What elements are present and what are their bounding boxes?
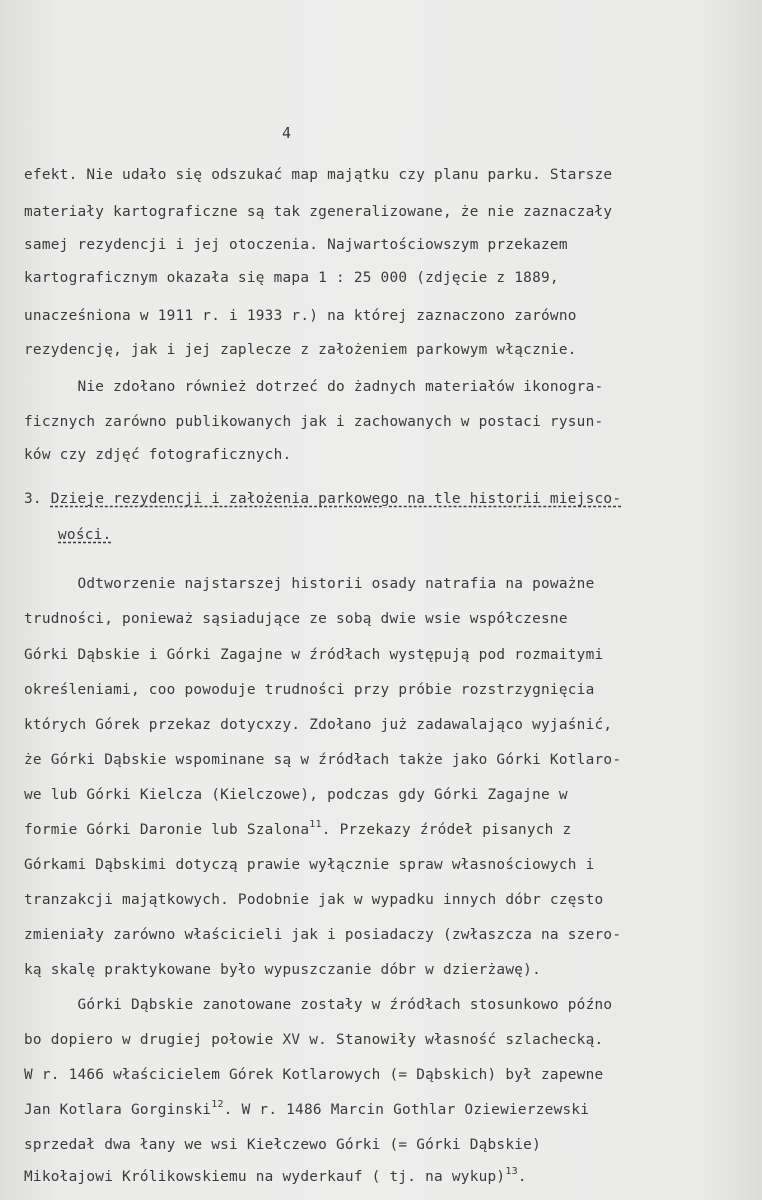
text-line: ką skalę praktykowane było wypuszczanie dóbr w dzierżawę). (24, 962, 542, 978)
section-title: Dzieje rezydencji i założenia parkowego na tle historii miejsco- (50, 491, 622, 507)
text-line: we lub Górki Kielcza (Kielczowe), podczas gdy Górki Zagajne w (24, 787, 568, 803)
text-line: rezydencję, jak i jej zaplecze z założeniem parkowym włącznie. (24, 342, 577, 358)
text-line: sprzedał dwa łany we wsi Kiełczewo Górki (= Górki Dąbskie) (24, 1137, 542, 1153)
text-line: że Górki Dąbskie wspominane są w źródłach także jako Górki Kotlaro- (24, 752, 622, 768)
section-number: 3. (24, 491, 42, 507)
footnote-ref-13: 13 (505, 1166, 518, 1177)
text-line: samej rezydencji i jej otoczenia. Najwartościowszym przekazem (24, 237, 568, 253)
text-line: bo dopiero w drugiej połowie XV w. Stanowiły własność szlachecką. (24, 1032, 604, 1048)
section-heading (24, 490, 621, 508)
text-line: Górki Dąbskie i Górki Zagajne w źródłach występują pod rozmaitymi (24, 647, 604, 663)
text-line: których Górek przekaz dotycxzy. Zdołano już zadawalająco wyjaśnić, (24, 717, 613, 733)
footnote-line: Jan Kotlara Gorginski$^{12}$. W r. 1486 Marcin Gothlar Oziewierzewski (24, 1099, 590, 1118)
footnote-ref-12: 12 (211, 1099, 224, 1110)
text-line: Nie zdołano również dotrzeć do żadnych materiałów ikonogra- (24, 379, 604, 395)
text-line: Górki Dąbskie zanotowane zostały w źródłach stosunkowo późno (24, 997, 613, 1013)
text-line: ficznych zarówno publikowanych jak i zachowanych w postaci rysun- (24, 414, 604, 430)
text-line: zmieniały zarówno właścicieli jak i posiadaczy (zwłaszcza na szero- (24, 927, 622, 943)
footnote-line: formie Górki Daronie lub Szalona$^{11}$. Przekazy źródeł pisanych z (24, 819, 572, 838)
text-line: unacześniona w 1911 r. i 1933 r.) na której zaznaczono zarówno (24, 308, 577, 324)
section-heading-cont (58, 526, 111, 544)
text-line: efekt. Nie udało się odszukać map majątku czy planu parku. Starsze (24, 167, 613, 183)
text-line: trudności, ponieważ sąsiadujące ze sobą dwie wsie współczesne (24, 611, 568, 627)
text-line: określeniami, coo powoduje trudności przy próbie rozstrzygnięcia (24, 682, 595, 698)
text-line: kartograficznym okazała się mapa 1 : 25 000 (zdjęcie z 1889, (24, 270, 559, 286)
text-line: W r. 1466 właścicielem Górek Kotlarowych (= Dąbskich) był zapewne (24, 1067, 604, 1083)
text-line: materiały kartograficzne są tak zgeneralizowane, że nie zaznaczały (24, 204, 613, 220)
section-title-cont: wości. (58, 527, 112, 543)
text-line: Górkami Dąbskimi dotyczą prawie wyłącznie spraw własnościowych i (24, 857, 595, 873)
text-line: Odtworzenie najstarszej historii osady natrafia na poważne (24, 576, 595, 592)
footnote-line: Mikołajowi Królikowskiemu na wyderkauf ( tj. na wykup)$^{13}$. (24, 1166, 527, 1185)
text-line: tranzakcji majątkowych. Podobnie jak w wypadku innych dóbr często (24, 892, 604, 908)
text-line: ków czy zdjęć fotograficznych. (24, 447, 292, 463)
footnote-ref-11: 11 (309, 819, 322, 830)
page-number: 4 (282, 124, 292, 142)
